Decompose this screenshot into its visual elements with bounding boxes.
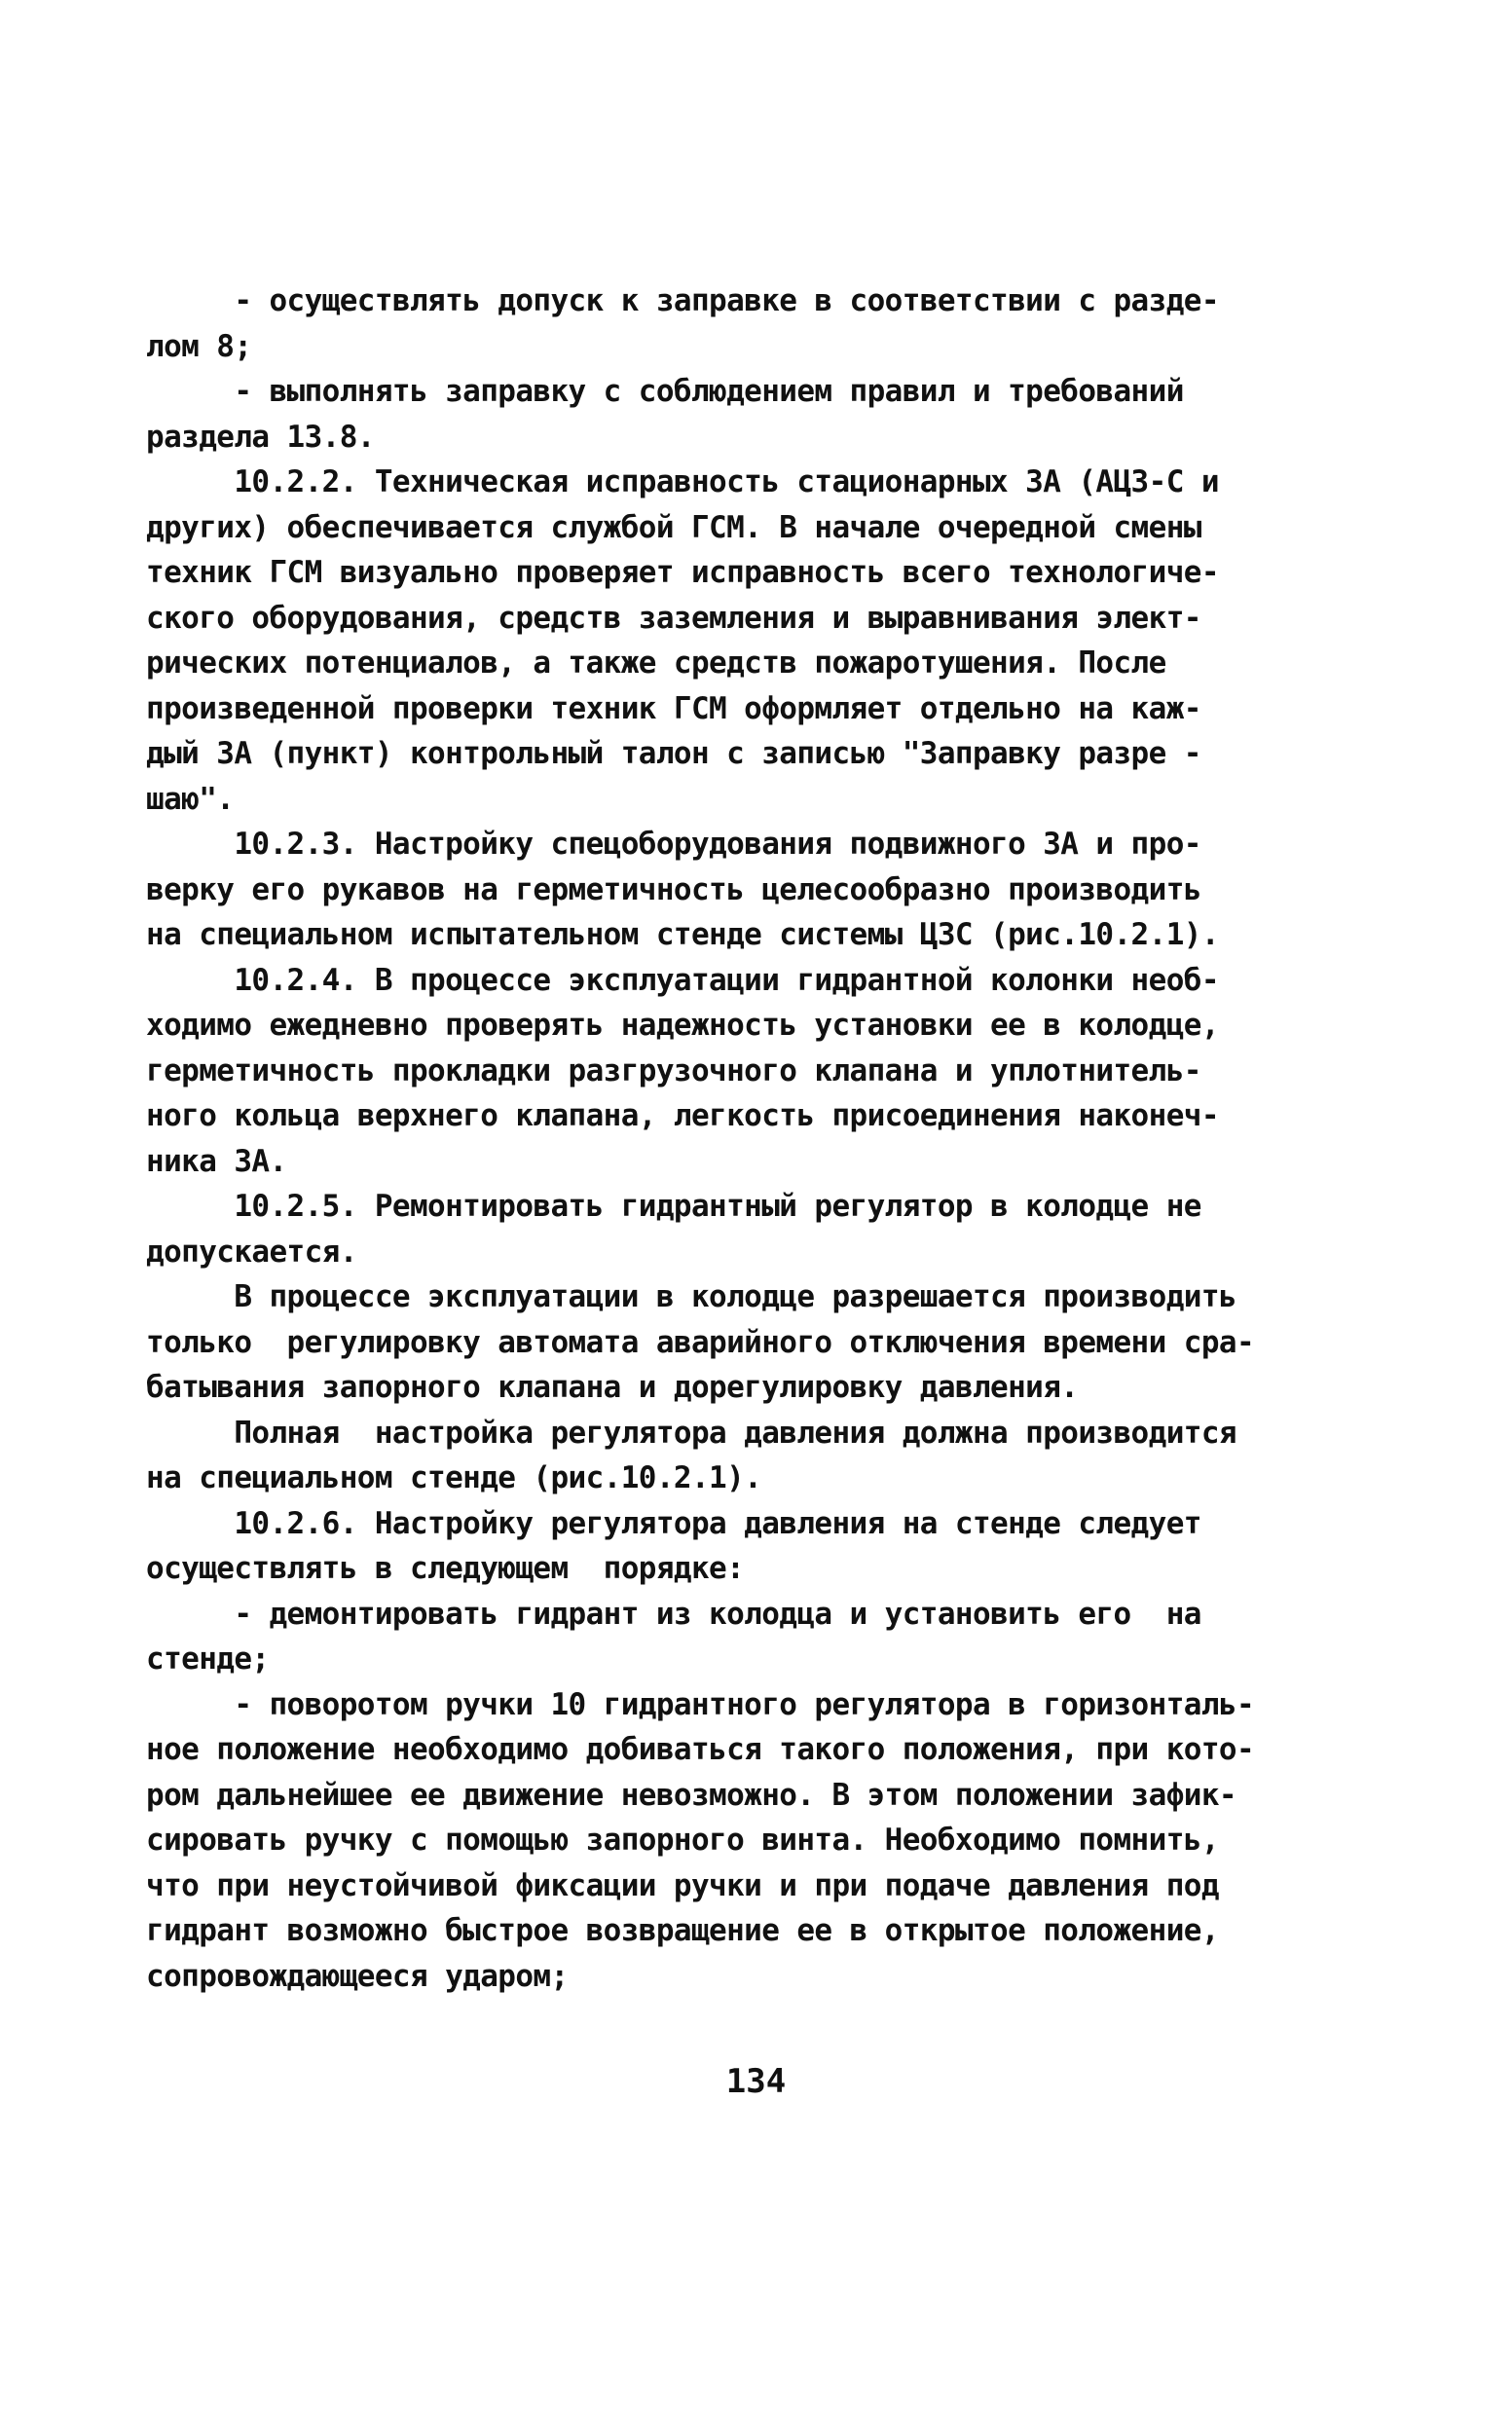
text-line: верку его рукавов на герметичность целесообразно производить	[146, 871, 1201, 907]
text-line: 10.2.3. Настройку спецоборудования подвижного ЗА и про-	[146, 827, 1201, 862]
text-line: на специальном стенде (рис.10.2.1).	[146, 1460, 762, 1495]
text-line: ника ЗА.	[146, 1143, 287, 1179]
text-line: техник ГСМ визуально проверяет исправность всего технологиче-	[146, 555, 1219, 590]
page-number: 134	[725, 2062, 787, 2101]
text-line: других) обеспечивается службой ГСМ. В начале очередной смены	[146, 509, 1201, 545]
text-line: произведенной проверки техник ГСМ оформляет отдельно на каж-	[146, 690, 1201, 726]
text-line: шаю".	[146, 781, 235, 817]
text-line: 10.2.2. Техническая исправность стационарных ЗА (АЦЗ-С и	[146, 464, 1219, 499]
text-line: - демонтировать гидрант из колодца и установить его на	[146, 1596, 1201, 1632]
text-line: ского оборудования, средств заземления и выравнивания элект-	[146, 600, 1201, 636]
text-line: ходимо ежедневно проверять надежность установки ее в колодце,	[146, 1008, 1219, 1043]
text-line: стенде;	[146, 1641, 270, 1677]
text-line: батывания запорного клапана и дорегулировку давления.	[146, 1370, 1079, 1405]
text-line: рических потенциалов, а также средств пожаротушения. После	[146, 645, 1166, 681]
text-line: В процессе эксплуатации в колодце разрешается производить	[146, 1279, 1236, 1314]
text-line: - поворотом ручки 10 гидрантного регулятора в горизонталь-	[146, 1686, 1255, 1722]
text-line: раздела 13.8.	[146, 419, 375, 455]
text-line: ром дальнейшее ее движение невозможно. В этом положении зафик-	[146, 1777, 1236, 1813]
text-line: только регулировку автомата аварийного отключения времени сра-	[146, 1324, 1255, 1360]
text-line: Полная настройка регулятора давления должна производится	[146, 1415, 1236, 1451]
text-line: 10.2.5. Ремонтировать гидрантный регулятор в колодце не	[146, 1189, 1201, 1224]
text-line: ного кольца верхнего клапана, легкость присоединения наконеч-	[146, 1098, 1219, 1133]
text-line: лом 8;	[146, 328, 252, 364]
text-line: 10.2.6. Настройку регулятора давления на стенде следует	[146, 1505, 1201, 1541]
text-line: осуществлять в следующем порядке:	[146, 1551, 745, 1586]
text-line: сировать ручку с помощью запорного винта. Необходимо помнить,	[146, 1823, 1219, 1858]
text-line: допускается.	[146, 1234, 357, 1270]
text-line: герметичность прокладки разгрузочного клапана и уплотнитель-	[146, 1052, 1201, 1088]
text-line: дый ЗА (пункт) контрольный талон с записью "Заправку разре -	[146, 736, 1201, 771]
body-text	[146, 278, 1324, 1999]
text-line: что при неустойчивой фиксации ручки и при подаче давления под	[146, 1867, 1219, 1903]
text-line: ное положение необходимо добиваться такого положения, при кото-	[146, 1732, 1255, 1767]
text-line: на специальном испытательном стенде системы ЦЗС (рис.10.2.1).	[146, 917, 1219, 952]
text-line: 10.2.4. В процессе эксплуатации гидрантной колонки необ-	[146, 962, 1219, 998]
text-line: сопровождающееся ударом;	[146, 1958, 569, 1994]
text-line: - выполнять заправку с соблюдением правил и требований	[146, 374, 1184, 409]
text-line: гидрант возможно быстрое возвращение ее в открытое положение,	[146, 1913, 1219, 1948]
text-line: - осуществлять допуск к заправке в соответствии с разде-	[146, 283, 1219, 318]
